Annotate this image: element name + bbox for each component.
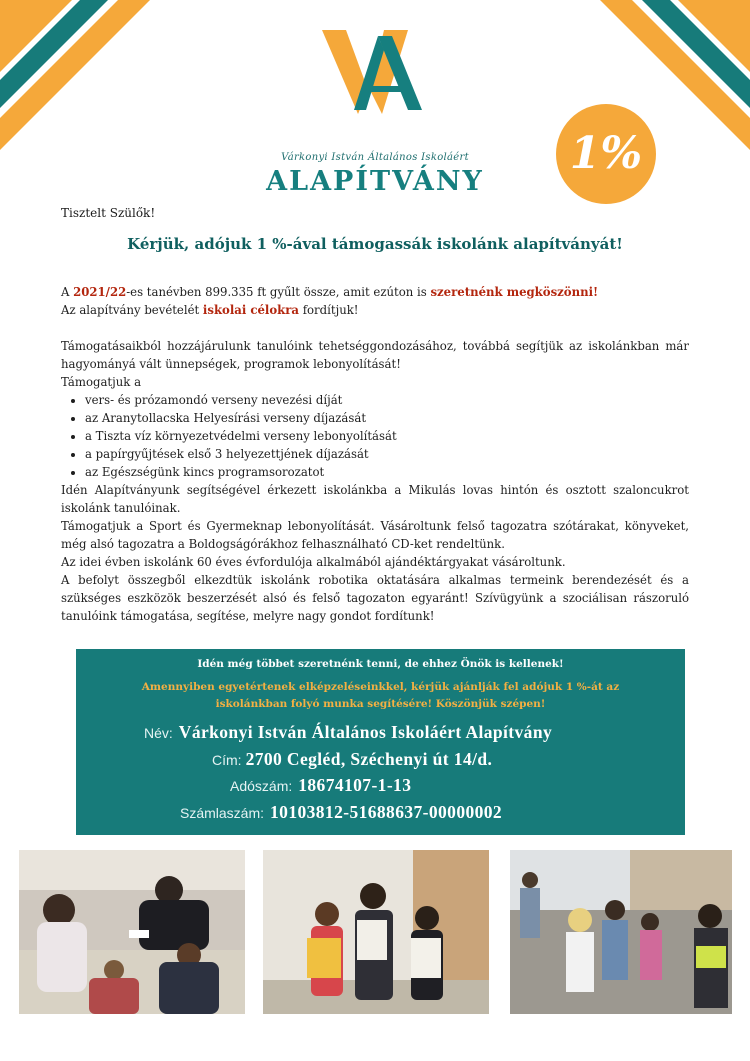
info-line-2: [76, 679, 685, 713]
account-value: 10103812-51688637-00000002: [270, 802, 503, 822]
thanks-text: szeretnénk megköszönni!: [430, 285, 599, 299]
text: A: [61, 285, 74, 299]
tax-row: [230, 775, 411, 796]
foundation-tagline: Várkonyi István Általános Iskoláért: [281, 152, 469, 163]
name-label: Név:: [144, 725, 173, 741]
list-item: • az Aranytollacska Helyesírási verseny díjazását: [85, 409, 689, 427]
address-label: Cím:: [212, 752, 242, 768]
list-item: • az Egészségünk kincs programsorozatot: [85, 463, 689, 481]
greeting: Tisztelt Szülők!: [61, 206, 156, 220]
address-row: [212, 749, 492, 770]
goal-text: iskolai célokra: [202, 303, 299, 317]
letter-body: [61, 283, 689, 625]
list-item: • a Tiszta víz környezetvédelmi verseny lebonyolítását: [85, 427, 689, 445]
photo-students-working: [19, 850, 245, 1014]
photo-students-with-books: [263, 850, 489, 1014]
text: fordítjuk!: [298, 303, 359, 317]
address-value: 2700 Cegléd, Széchenyi út 14/d.: [245, 749, 493, 769]
paragraph-goal: [61, 301, 689, 319]
support-list: [61, 391, 689, 481]
list-item: • a papírgyűjtések első 3 helyezettjének díjazását: [85, 445, 689, 463]
info-line-1: Idén még többet szeretnénk tenni, de ehhez Önök is kellenek!: [197, 658, 564, 670]
text: iskolánkban folyó munka segítésére! Köszönjük szépen!: [215, 698, 546, 710]
foundation-brand: ALAPÍTVÁNY: [266, 166, 484, 197]
paragraph-intro: Támogatjuk a: [61, 375, 142, 389]
va-logo: [322, 30, 428, 114]
paragraph-sport: Támogatjuk a Sport és Gyermeknap lebonyolítását. Vásároltunk felső tagozatra szótárakat, könyveket, még alsó tagozatra a Boldogságórákhoz felhasználható CD-ket rendeltünk.: [61, 519, 689, 551]
one-percent-badge: 1%: [556, 104, 656, 204]
top-left-decoration: [0, 0, 150, 150]
list-item: • vers- és prózamondó verseny nevezési díját: [85, 391, 689, 409]
paragraph-collected: [61, 283, 689, 301]
account-row: [180, 802, 502, 823]
headline: Kérjük, adójuk 1 %-ával támogassák iskolánk alapítványát!: [127, 235, 623, 253]
tax-value: 18674107-1-13: [298, 775, 412, 795]
text: -es tanévben 899.335 ft gyűlt össze, amit ezúton is: [126, 285, 431, 299]
photo-outdoor-event: [510, 850, 732, 1014]
paragraph-mikulas: Idén Alapítványunk segítségével érkezett iskolánkba a Mikulás lovas hintón és osztott szaloncukrot iskolánk tanulóinak.: [61, 483, 689, 515]
school-year: 2021/22: [73, 285, 127, 299]
name-value: Várkonyi István Általános Iskoláért Alapítvány: [178, 722, 553, 742]
name-row: [144, 722, 552, 743]
paragraph-support: Támogatásaikból hozzájárulunk tanulóink tehetséggondozásához, továbbá segítjük az iskolánkban már hagyományá vált ünnepségek, programok lebonyolítását!: [61, 339, 689, 371]
text: Amennyiben egyetértenek elképzeléseinkkel, kérjük ajánlják fel adójuk 1 %-át az: [141, 681, 620, 693]
paragraph-robotics: A befolyt összegből elkezdtük iskolánk robotika oktatására alkalmas termeink berendezését és a szükséges eszközök beszerzését alsó és felső tagozaton egyaránt! Szívügyünk a szociálisan rászoruló tanulóink támogatása, segítése, melyre nagy gondot fordítunk!: [61, 573, 689, 623]
paragraph-anniversary: Az idei évben iskolánk 60 éves évfordulója alkalmából ajándéktárgyakat vásároltunk.: [61, 555, 566, 569]
tax-label: Adószám:: [230, 778, 293, 794]
donation-info-box: [76, 649, 685, 835]
account-label: Számlaszám:: [180, 805, 265, 821]
text: Az alapítvány bevételét: [61, 303, 203, 317]
